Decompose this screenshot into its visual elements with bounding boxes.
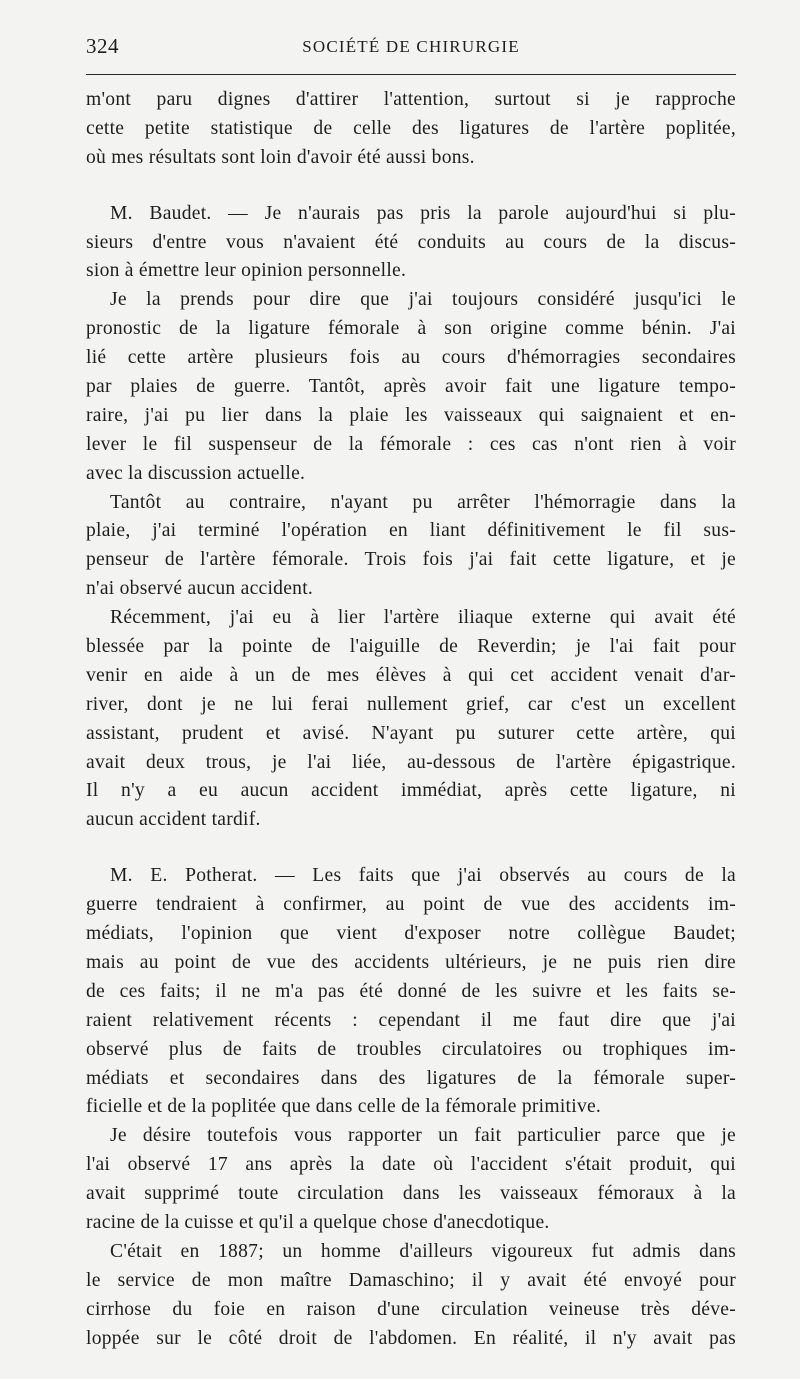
text-line: pronostic de la ligature fémorale à son origine comme bénin. J'ai: [86, 318, 736, 340]
text-line: où mes résultats sont loin d'avoir été aussi bons.: [86, 146, 475, 168]
body-text: [86, 86, 736, 1353]
text-line: lié cette artère plusieurs fois au cours d'hémorragies secondaires: [86, 347, 736, 369]
running-title: SOCIÉTÉ DE CHIRURGIE: [302, 37, 520, 56]
paragraph-potherat: [86, 862, 736, 1122]
header-rule: [86, 74, 736, 75]
text-line: penseur de l'artère fémorale. Trois fois j'ai fait cette ligature, et je: [86, 549, 736, 571]
text-line: avec la discussion actuelle.: [86, 462, 306, 484]
text-line: M. E. Potherat. — Les faits que j'ai observés au cours de la: [110, 865, 736, 887]
text-line: sieurs d'entre vous n'avaient été conduits au cours de la discus-: [86, 231, 736, 253]
text-line: assistant, prudent et avisé. N'ayant pu suturer cette artère, qui: [86, 722, 736, 744]
text-line: river, dont je ne lui ferai nullement grief, car c'est un excellent: [86, 693, 736, 715]
text-line: ficielle et de la poplitée que dans celle de la fémorale primitive.: [86, 1096, 602, 1118]
paragraph: [86, 286, 736, 488]
text-line: avait deux trous, je l'ai liée, au-dessous de l'artère épigastrique.: [86, 751, 736, 773]
text-line: racine de la cuisse et qu'il a quelque chose d'anecdotique.: [86, 1211, 550, 1233]
text-line: cirrhose du foie en raison d'une circulation veineuse très déve-: [86, 1298, 736, 1320]
section-gap: [86, 835, 736, 862]
section-gap: [86, 173, 736, 200]
paragraph: [86, 1122, 736, 1238]
running-header: [86, 34, 736, 64]
paragraph: [86, 604, 736, 835]
text-line: par plaies de guerre. Tantôt, après avoir fait une ligature tempo-: [86, 376, 736, 398]
text-line: Tantôt au contraire, n'ayant pu arrêter l'hémorragie dans la: [110, 491, 736, 513]
text-line: aucun accident tardif.: [86, 809, 261, 831]
page-number: 324: [86, 34, 119, 58]
text-line: M. Baudet. — Je n'aurais pas pris la parole aujourd'hui si plu-: [110, 202, 736, 224]
text-line: mais au point de vue des accidents ultérieurs, je ne puis rien dire: [86, 951, 736, 973]
text-line: m'ont paru dignes d'attirer l'attention, surtout si je rapproche: [86, 89, 736, 110]
text-line: observé plus de faits de troubles circulatoires ou trophiques im-: [86, 1038, 736, 1060]
text-line: lever le fil suspenseur de la fémorale : ces cas n'ont rien à voir: [86, 433, 736, 455]
text-line: l'ai observé 17 ans après la date où l'accident s'était produit, qui: [86, 1154, 736, 1176]
text-line: cette petite statistique de celle des ligatures de l'artère poplitée,: [86, 117, 736, 139]
text-line: médiats, l'opinion que vient d'exposer notre collègue Baudet;: [86, 923, 736, 945]
text-line: blessée par la pointe de l'aiguille de Reverdin; je l'ai fait pour: [86, 636, 736, 658]
text-line: guerre tendraient à confirmer, au point de vue des accidents im-: [86, 894, 736, 916]
text-line: sion à émettre leur opinion personnelle.: [86, 260, 407, 282]
text-line: le service de mon maître Damaschino; il y avait été envoyé pour: [86, 1269, 736, 1291]
text-line: raire, j'ai pu lier dans la plaie les vaisseaux qui saignaient et en-: [86, 404, 736, 426]
text-line: Il n'y a eu aucun accident immédiat, après cette ligature, ni: [86, 780, 736, 802]
paragraph-continuation: [86, 86, 736, 173]
text-line: de ces faits; il ne m'a pas été donné de les suivre et les faits se-: [86, 980, 736, 1002]
paragraph: [86, 1238, 736, 1354]
text-line: Je désire toutefois vous rapporter un fait particulier parce que je: [110, 1125, 736, 1147]
text-line: loppée sur le côté droit de l'abdomen. En réalité, il n'y avait pas: [86, 1327, 736, 1349]
paragraph: [86, 489, 736, 605]
text-line: Je la prends pour dire que j'ai toujours considéré jusqu'ici le: [110, 289, 736, 311]
text-line: plaie, j'ai terminé l'opération en liant définitivement le fil sus-: [86, 520, 736, 542]
text-line: C'était en 1887; un homme d'ailleurs vigoureux fut admis dans: [110, 1240, 736, 1262]
text-line: avait supprimé toute circulation dans les vaisseaux fémoraux à la: [86, 1183, 736, 1205]
paragraph-baudet: [86, 200, 736, 287]
text-line: Récemment, j'ai eu à lier l'artère iliaque externe qui avait été: [110, 607, 736, 629]
text-line: raient relativement récents : cependant il me faut dire que j'ai: [86, 1009, 736, 1031]
text-line: venir en aide à un de mes élèves à qui cet accident venait d'ar-: [86, 664, 736, 686]
text-line: n'ai observé aucun accident.: [86, 578, 314, 600]
text-line: médiats et secondaires dans des ligatures de la fémorale super-: [86, 1067, 736, 1089]
